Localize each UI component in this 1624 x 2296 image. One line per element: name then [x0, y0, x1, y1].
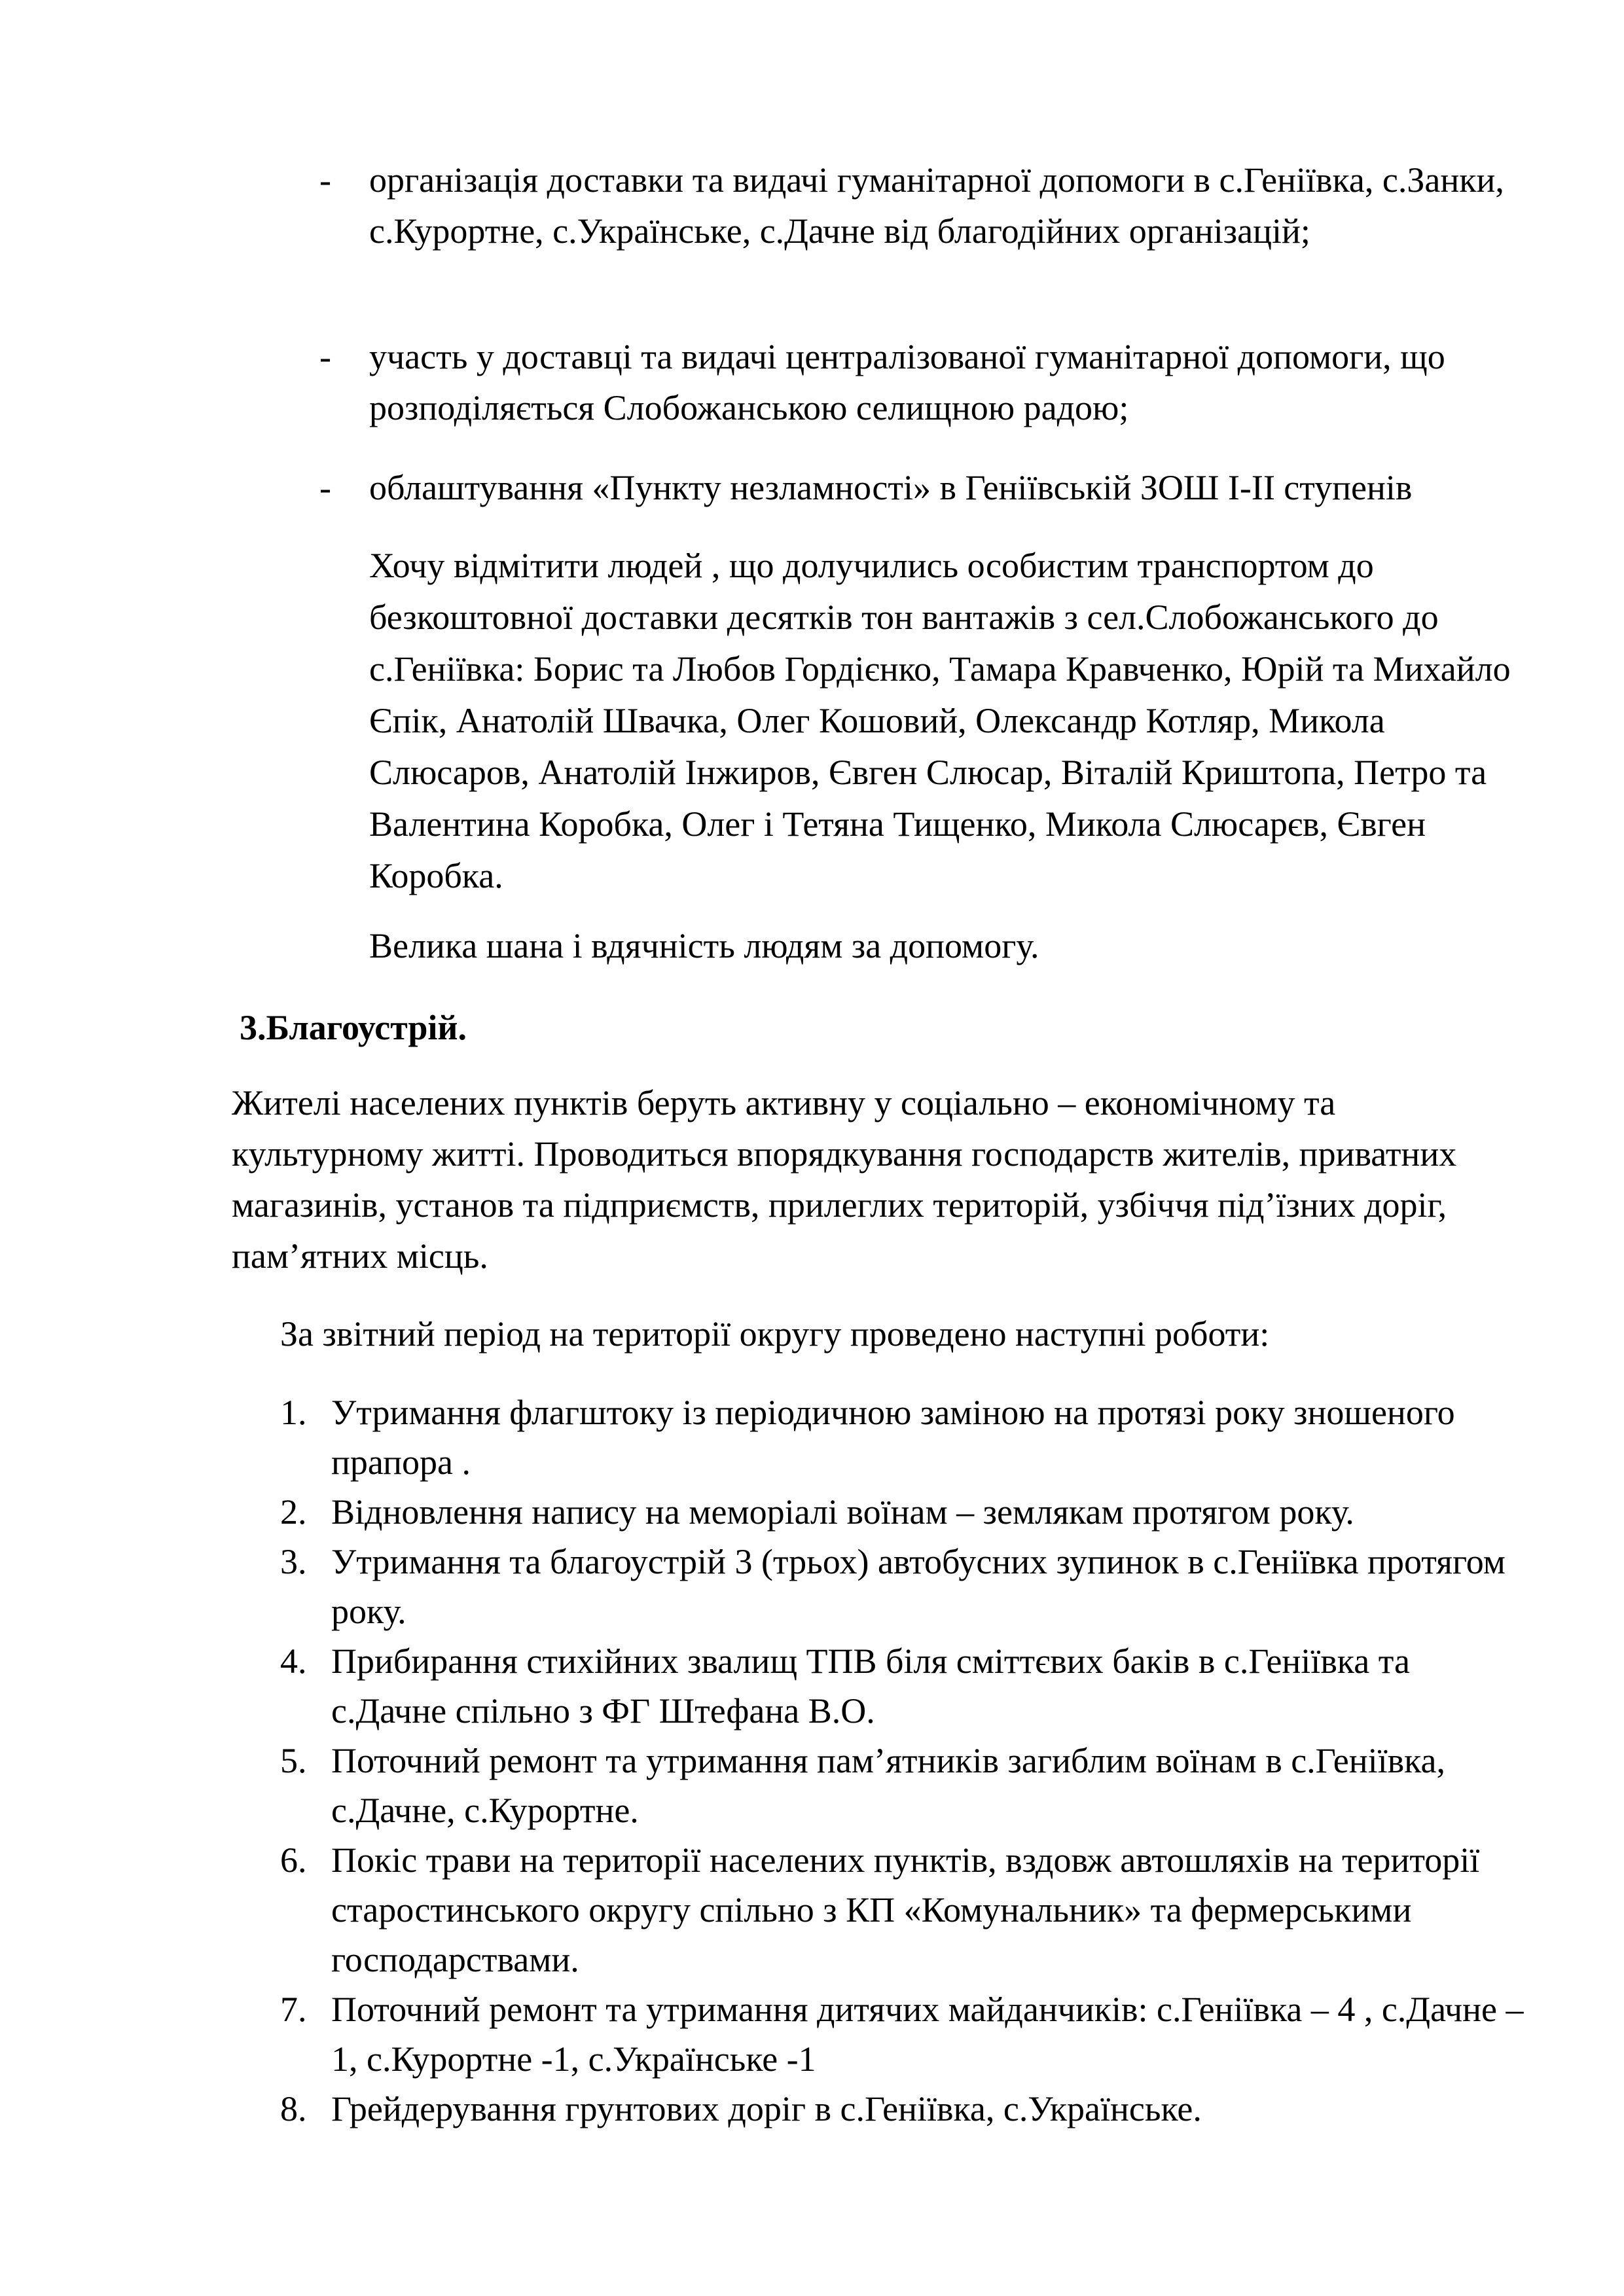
- list-item-text: Покіс трави на території населених пунктів, вздовж автошляхів на території старостинського округу спільно з КП «Комунальник» та фермерськими господарствами.: [331, 1840, 1480, 1979]
- list-item-text: участь у доставці та видачі централізованої гуманітарної допомоги, що розподіляється Слобожанською селищною радою;: [369, 337, 1445, 427]
- list-number: 3.: [280, 1542, 307, 1581]
- list-marker: -: [319, 160, 331, 200]
- list-item-text: облаштування «Пункту незламності» в Геніївській ЗОШ І-ІІ ступенів: [369, 468, 1413, 507]
- list-item-text: Утримання та благоустрій 3 (трьох) автобусних зупинок в с.Геніївка протягом року.: [331, 1542, 1506, 1631]
- list-number: 7.: [280, 1990, 307, 2029]
- list-number: 1.: [280, 1393, 307, 1432]
- list-item-text: Поточний ремонт та утримання пам’ятників загиблим воїнам в с.Геніївка, с.Дачне, с.Курортне.: [331, 1741, 1446, 1830]
- list-item-text: Грейдерування грунтових доріг в с.Геніївка, с.Українське.: [331, 2089, 1202, 2128]
- list-marker: -: [319, 468, 331, 507]
- list-item-text: Прибирання стихійних звалищ ТПВ біля сміттєвих баків в с.Геніївка та с.Дачне спільно з ФГ Штефана В.О.: [331, 1641, 1410, 1731]
- list-number: 4.: [280, 1641, 307, 1681]
- list-number: 8.: [280, 2089, 307, 2128]
- section-heading: 3.Благоустрій.: [240, 1008, 467, 1047]
- list-number: 5.: [280, 1741, 307, 1780]
- list-marker: -: [319, 337, 331, 376]
- section-paragraph: Жителі населених пунктів беруть активну у соціально – економічному та культурному житті. Проводиться впорядкування господарств жителів, приватних магазинів, установ та підприємств, прилеглих територій, узбіччя під’їзних доріг, пам’ятних місць.: [232, 1083, 1457, 1276]
- list-number: 2.: [280, 1492, 307, 1532]
- thanks-paragraph: Хочу відмітити людей , що долучились особистим транспортом до безкоштовної доставки десятків тон вантажів з сел.Слобожанського до с.Геніївка: Борис та Любов Гордієнко, Тамара Кравченко, Юрій та Михайло Єпік, Анатолій Швачка, Олег Кошовий, Олександр Котляр, Микола Слюсаров, Анатолій Інжиров, Євген Слюсар, Віталій Криштопа, Петро та Валентина Коробка, Олег і Тетяна Тищенко, Микола Слюсарєв, Євген Коробка.: [369, 546, 1511, 895]
- list-item-text: Відновлення напису на меморіалі воїнам – землякам протягом року.: [331, 1492, 1354, 1532]
- list-number: 6.: [280, 1840, 307, 1880]
- list-item-text: Поточний ремонт та утримання дитячих майданчиків: с.Геніївка – 4 , с.Дачне – 1, с.Курортне -1, с.Українське -1: [331, 1990, 1524, 2079]
- gratitude-line: Велика шана і вдячність людям за допомогу.: [369, 926, 1039, 965]
- list-item-text: організація доставки та видачі гуманітарної допомоги в с.Геніївка, с.Занки, с.Курортне, с.Українське, с.Дачне від благодійних організацій;: [369, 160, 1504, 251]
- list-item-text: Утримання флагштоку із періодичною заміною на протязі року зношеного прапора .: [331, 1393, 1455, 1482]
- works-intro: За звітний період на території округу проведено наступні роботи:: [280, 1314, 1270, 1354]
